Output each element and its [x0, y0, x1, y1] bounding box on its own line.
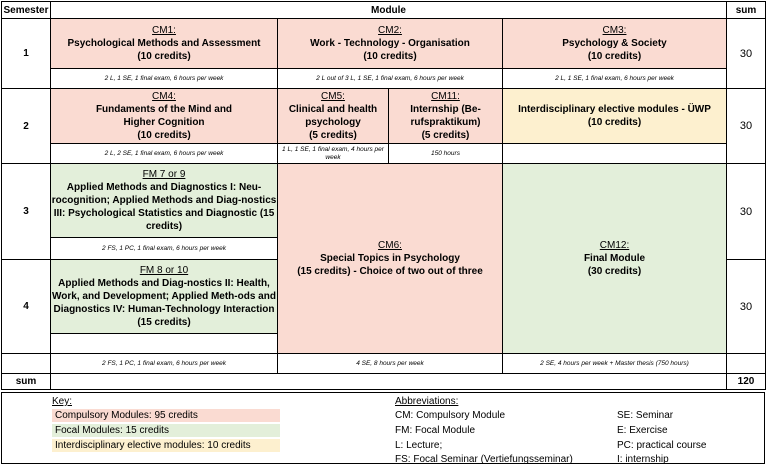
cm3-code: CM3:	[602, 25, 627, 36]
cm12-code: CM12:	[599, 240, 630, 251]
uewp-credits: (10 credits)	[587, 117, 642, 128]
module-uewp	[503, 89, 727, 144]
cm4-details: 2 L, 2 SE, 1 final exam, 6 hours per week	[51, 144, 278, 164]
cm6-code: CM6:	[378, 240, 402, 251]
abbr-se: SE: Seminar	[617, 410, 674, 421]
abbr-pc: PC: practical course	[617, 440, 707, 451]
fm8-details-repeat: 2 FS, 1 PC, 1 final exam, 6 hours per week	[51, 354, 278, 374]
cm5-credits: (5 credits)	[309, 130, 357, 141]
cm11-details: 150 hours	[389, 144, 503, 164]
module-cm1	[51, 19, 278, 69]
cm1-credits: (10 credits)	[137, 51, 191, 62]
abbr-cm: CM: Compulsory Module	[395, 410, 506, 421]
module-cm5	[278, 89, 389, 144]
cm6-title: Special Topics in Psychology	[320, 253, 460, 264]
abbr-i: I: internship	[617, 454, 669, 465]
cm2-details: 2 L out of 3 L, 1 SE, 1 final exam, 6 hours per week	[278, 69, 503, 89]
sum-row-label: sum	[2, 374, 51, 390]
key-compulsory: Compulsory Modules: 95 credits	[52, 409, 280, 422]
sum-row-empty	[51, 374, 727, 390]
fm8-code: FM 8 or 10	[139, 265, 189, 276]
module-fm7	[51, 164, 278, 238]
legend-box	[1, 392, 765, 464]
abbr-fs: FS: Focal Seminar (Vertiefungsseminar)	[395, 454, 573, 465]
header-module: Module	[51, 2, 727, 19]
abbr-fm: FM: Focal Module	[395, 425, 476, 436]
module-cm11	[389, 89, 503, 144]
uewp-details-empty	[503, 144, 727, 164]
semester-2: 2	[2, 89, 51, 164]
details-row-semester-empty	[2, 354, 51, 374]
module-cm3	[503, 19, 727, 69]
header-sum: sum	[727, 2, 766, 19]
key-elective: Interdisciplinary elective modules: 10 credits	[52, 439, 280, 452]
fm7-details: 2 FS, 1 PC, 1 final exam, 6 hours per week	[51, 238, 278, 260]
sum-semester-1: 30	[727, 19, 766, 89]
cm11-title-line2: rufspraktikum)	[410, 117, 481, 128]
module-fm8	[51, 260, 278, 334]
cm3-details: 2 L, 1 SE, 1 final exam, 6 hours per week	[503, 69, 727, 89]
semester-1: 1	[2, 19, 51, 89]
cm4-code: CM4:	[152, 91, 176, 102]
cm4-credits: (10 credits)	[137, 130, 191, 141]
cm3-credits: (10 credits)	[587, 51, 642, 62]
cm4-title-line1: Fundaments of the Mind and	[95, 104, 233, 115]
key-title: Key:	[52, 396, 73, 407]
abbreviations-title: Abbreviations:	[395, 396, 459, 407]
cm5-code: CM5:	[321, 91, 345, 102]
cm6-details: 4 SE, 8 hours per week	[278, 354, 503, 374]
semester-4: 4	[2, 260, 51, 354]
cm3-title: Psychology & Society	[562, 38, 667, 49]
sum-semester-3: 30	[727, 164, 766, 260]
cm1-code: CM1:	[152, 25, 176, 36]
cm2-code: CM2:	[378, 25, 402, 36]
cm12-title: Final Module	[583, 253, 646, 264]
uewp-title: Interdisciplinary elective modules - ÜWP	[518, 104, 711, 115]
cm5-details: 1 L, 1 SE, 1 final exam, 4 hours per week	[278, 144, 389, 164]
cm11-title-line1: Internship (Be-	[410, 104, 481, 115]
abbr-l: L: Lecture;	[395, 440, 443, 451]
module-cm12	[503, 164, 727, 354]
cm2-credits: (10 credits)	[363, 51, 417, 62]
cm2-title: Work - Technology - Organisation	[310, 38, 470, 49]
fm7-code: FM 7 or 9	[142, 169, 186, 180]
key-focal: Focal Modules: 15 credits	[52, 424, 280, 437]
abbr-e: E: Exercise	[617, 425, 668, 436]
semester-3: 3	[2, 164, 51, 260]
cm5-title-line1: Clinical and health	[288, 104, 378, 115]
cm1-details: 2 L, 1 SE, 1 final exam, 6 hours per week	[51, 69, 278, 89]
sum-row-total: 120	[727, 374, 766, 390]
header-semester: Semester	[2, 2, 51, 19]
details-row-sum-empty	[727, 354, 766, 374]
cm1-title: Psychological Methods and Assessment	[67, 38, 261, 49]
cm12-details: 2 SE, 4 hours per week + Master thesis (750 hours)	[503, 354, 727, 374]
fm8-title: Applied Methods and Diag-nostics II: Health, Work, and Development; Applied Meth-ods and Diagnostics IV: Human-Technology Interaction (15 credits)	[52, 278, 276, 328]
cm6-credits: (15 credits) - Choice of two out of three	[297, 266, 483, 277]
sum-semester-4: 30	[727, 260, 766, 354]
cm12-credits: (30 credits)	[587, 266, 642, 277]
fm8-details	[51, 334, 278, 354]
module-cm4	[51, 89, 278, 144]
module-cm6	[278, 164, 503, 354]
cm11-credits: (5 credits)	[421, 130, 470, 141]
cm11-code: CM11:	[431, 91, 460, 102]
cm4-title-line2: Higher Cognition	[123, 117, 205, 128]
cm5-title-line2: psychology	[305, 117, 361, 128]
module-cm2	[278, 19, 503, 69]
sum-semester-2: 30	[727, 89, 766, 164]
curriculum-table	[1, 1, 766, 390]
curriculum-table-wrapper	[1, 1, 766, 390]
fm7-title: Applied Methods and Diagnostics I: Neu-rocognition; Applied Methods and Diag-nostics III: Psychological Statistics and Diagnostic (15 credits)	[51, 182, 277, 232]
